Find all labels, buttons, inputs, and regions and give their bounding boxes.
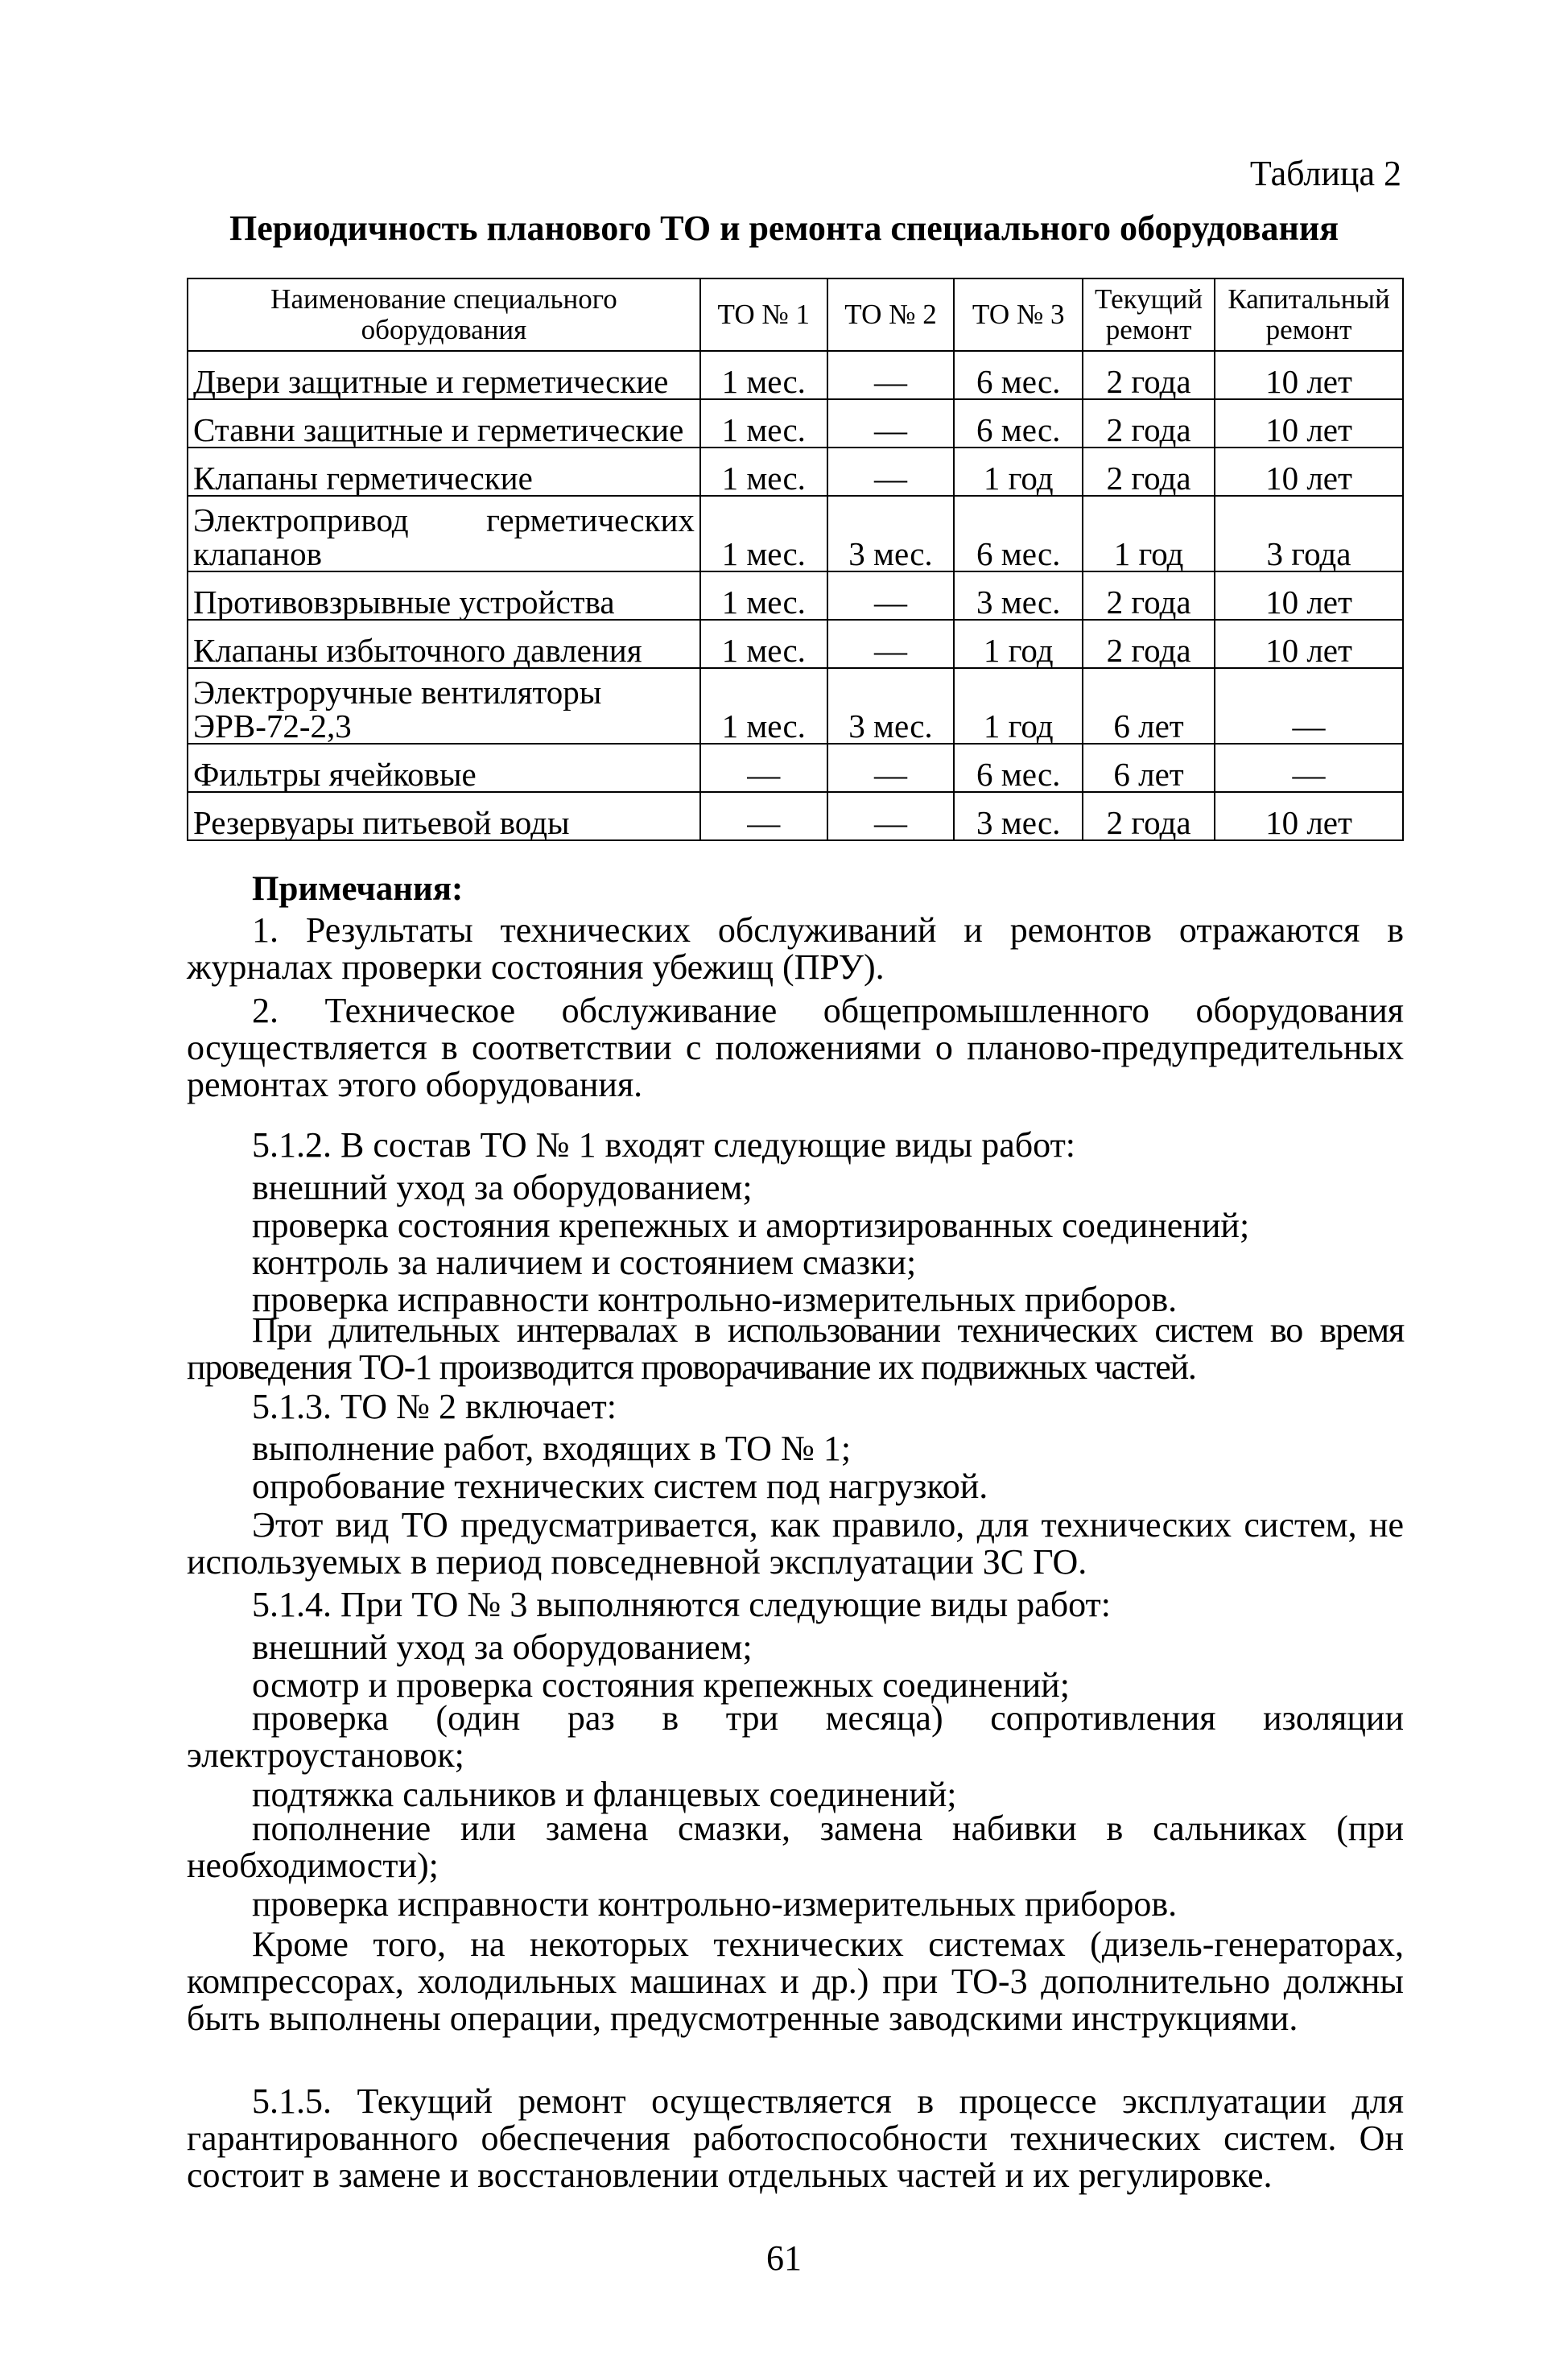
row-capital: 10 лет bbox=[1215, 792, 1403, 840]
list-item: внешний уход за оборудованием; bbox=[252, 1627, 753, 1667]
header-cell-to1: ТО № 1 bbox=[700, 278, 827, 351]
row-capital: 3 года bbox=[1215, 496, 1403, 571]
row-to1: — bbox=[700, 744, 827, 792]
row-to3: 3 мес. bbox=[954, 571, 1083, 620]
row-to1: 1 мес. bbox=[700, 571, 827, 620]
table-row bbox=[188, 496, 1403, 571]
row-to3: 6 мес. bbox=[954, 744, 1083, 792]
row-name: Резервуары питьевой воды bbox=[188, 792, 700, 840]
section-5-1-3: 5.1.3. ТО № 2 включает: bbox=[252, 1387, 617, 1426]
row-to2: — bbox=[827, 351, 955, 399]
header-cell-to3: ТО № 3 bbox=[954, 278, 1083, 351]
section-5-1-5: 5.1.5. Текущий ремонт осуществляется в процессе эксплуатации для гарантированного обеспечения работоспособности технических систем. Он состоит в замене и восстановлении отдельных частей и их регулировке. bbox=[187, 2081, 1404, 2195]
table-row bbox=[188, 620, 1403, 668]
table-row bbox=[188, 744, 1403, 792]
row-capital: — bbox=[1215, 744, 1403, 792]
section-5-1-3-tail: Этот вид ТО предусматривается, как правило, для технических систем, не используемых в период повседневной эксплуатации ЗС ГО. bbox=[187, 1505, 1404, 1582]
table-row bbox=[188, 351, 1403, 399]
maintenance-table bbox=[187, 278, 1404, 841]
table-row bbox=[188, 792, 1403, 840]
row-name: Электропривод герметических клапанов bbox=[188, 496, 700, 571]
note-item-1: 1. Результаты технических обслуживаний и ремонтов отражаются в журналах проверки состояния убежищ (ПРУ). bbox=[187, 910, 1404, 987]
row-to1: 1 мес. bbox=[700, 399, 827, 448]
row-to3: 1 год bbox=[954, 668, 1083, 744]
row-name: Двери защитные и герметические bbox=[188, 351, 700, 399]
row-capital: 10 лет bbox=[1215, 351, 1403, 399]
list-item: проверка исправности контрольно-измерительных приборов. bbox=[252, 1884, 1178, 1924]
section-5-1-2-tail: При длительных интервалах в использовании технических систем во время проведения ТО-1 производится проворачивание их подвижных частей. bbox=[187, 1310, 1404, 1387]
table-title: Периодичность планового ТО и ремонта специального оборудования bbox=[229, 208, 1339, 248]
table-header-row bbox=[188, 278, 1403, 351]
row-current: 2 года bbox=[1083, 571, 1215, 620]
row-to2: — bbox=[827, 571, 955, 620]
header-cell-capital-repair: Капитальный ремонт bbox=[1215, 278, 1403, 351]
row-name: Электроручные вентиляторы ЭРВ-72-2,3 bbox=[188, 668, 700, 744]
row-to2: — bbox=[827, 620, 955, 668]
row-capital: 10 лет bbox=[1215, 571, 1403, 620]
list-item: выполнение работ, входящих в ТО № 1; bbox=[252, 1429, 852, 1468]
row-to3: 6 мес. bbox=[954, 351, 1083, 399]
header-cell-name: Наименование специального оборудования bbox=[188, 278, 700, 351]
section-5-1-4-tail: Кроме того, на некоторых технических системах (дизель-генераторах, компрессорах, холодильных машинах и др.) при ТО-3 дополнительно должны быть выполнены операции, предусмотренные заводскими инструкциями. bbox=[187, 1924, 1404, 2038]
section-5-1-4: 5.1.4. При ТО № 3 выполняются следующие виды работ: bbox=[252, 1585, 1111, 1624]
row-current: 1 год bbox=[1083, 496, 1215, 571]
row-to3: 6 мес. bbox=[954, 496, 1083, 571]
row-to2: — bbox=[827, 399, 955, 448]
list-item: проверка состояния крепежных и амортизированных соединений; bbox=[252, 1206, 1250, 1245]
list-item: осмотр и проверка состояния крепежных соединений; bbox=[252, 1665, 1070, 1705]
row-to1: 1 мес. bbox=[700, 620, 827, 668]
row-name: Противовзрывные устройства bbox=[188, 571, 700, 620]
row-capital: 10 лет bbox=[1215, 620, 1403, 668]
row-name: Ставни защитные и герметические bbox=[188, 399, 700, 448]
row-current: 6 лет bbox=[1083, 744, 1215, 792]
row-to1: 1 мес. bbox=[700, 496, 827, 571]
row-current: 2 года bbox=[1083, 448, 1215, 496]
table-row bbox=[188, 571, 1403, 620]
row-to3: 6 мес. bbox=[954, 399, 1083, 448]
row-to2: 3 мес. bbox=[827, 496, 955, 571]
list-item: опробование технических систем под нагрузкой. bbox=[252, 1466, 988, 1506]
note-item-2: 2. Техническое обслуживание общепромышленного оборудования осуществляется в соответствии с положениями о планово-предупредительных ремонтах этого оборудования. bbox=[187, 991, 1404, 1104]
row-name: Клапаны избыточного давления bbox=[188, 620, 700, 668]
row-current: 2 года bbox=[1083, 399, 1215, 448]
row-to1: 1 мес. bbox=[700, 448, 827, 496]
row-to2: 3 мес. bbox=[827, 668, 955, 744]
list-item: пополнение или замена смазки, замена набивки в сальниках (при необходимости); bbox=[187, 1809, 1404, 1885]
row-current: 6 лет bbox=[1083, 668, 1215, 744]
row-current: 2 года bbox=[1083, 351, 1215, 399]
table-label: Таблица 2 bbox=[1249, 154, 1401, 193]
row-capital: 10 лет bbox=[1215, 448, 1403, 496]
list-item: внешний уход за оборудованием; bbox=[252, 1168, 753, 1207]
page-number: 61 bbox=[766, 2238, 802, 2278]
table-row bbox=[188, 668, 1403, 744]
row-name: Фильтры ячейковые bbox=[188, 744, 700, 792]
row-to3: 1 год bbox=[954, 448, 1083, 496]
section-5-1-2: 5.1.2. В состав ТО № 1 входят следующие виды работ: bbox=[252, 1125, 1076, 1165]
list-item: подтяжка сальников и фланцевых соединений; bbox=[252, 1775, 957, 1814]
row-to2: — bbox=[827, 792, 955, 840]
list-item: проверка (один раз в три месяца) сопротивления изоляции электроустановок; bbox=[187, 1698, 1404, 1775]
row-current: 2 года bbox=[1083, 792, 1215, 840]
row-capital: — bbox=[1215, 668, 1403, 744]
header-cell-current-repair: Текущий ремонт bbox=[1083, 278, 1215, 351]
row-capital: 10 лет bbox=[1215, 399, 1403, 448]
row-to1: 1 мес. bbox=[700, 351, 827, 399]
table-row bbox=[188, 448, 1403, 496]
list-item: проверка исправности контрольно-измерительных приборов. bbox=[252, 1280, 1178, 1319]
header-cell-to2: ТО № 2 bbox=[827, 278, 955, 351]
row-to2: — bbox=[827, 448, 955, 496]
row-to3: 3 мес. bbox=[954, 792, 1083, 840]
row-to1: — bbox=[700, 792, 827, 840]
row-to2: — bbox=[827, 744, 955, 792]
row-to3: 1 год bbox=[954, 620, 1083, 668]
list-item: контроль за наличием и состоянием смазки; bbox=[252, 1243, 917, 1282]
row-to1: 1 мес. bbox=[700, 668, 827, 744]
table-row bbox=[188, 399, 1403, 448]
row-current: 2 года bbox=[1083, 620, 1215, 668]
notes-heading: Примечания: bbox=[252, 870, 464, 908]
row-name: Клапаны герметические bbox=[188, 448, 700, 496]
